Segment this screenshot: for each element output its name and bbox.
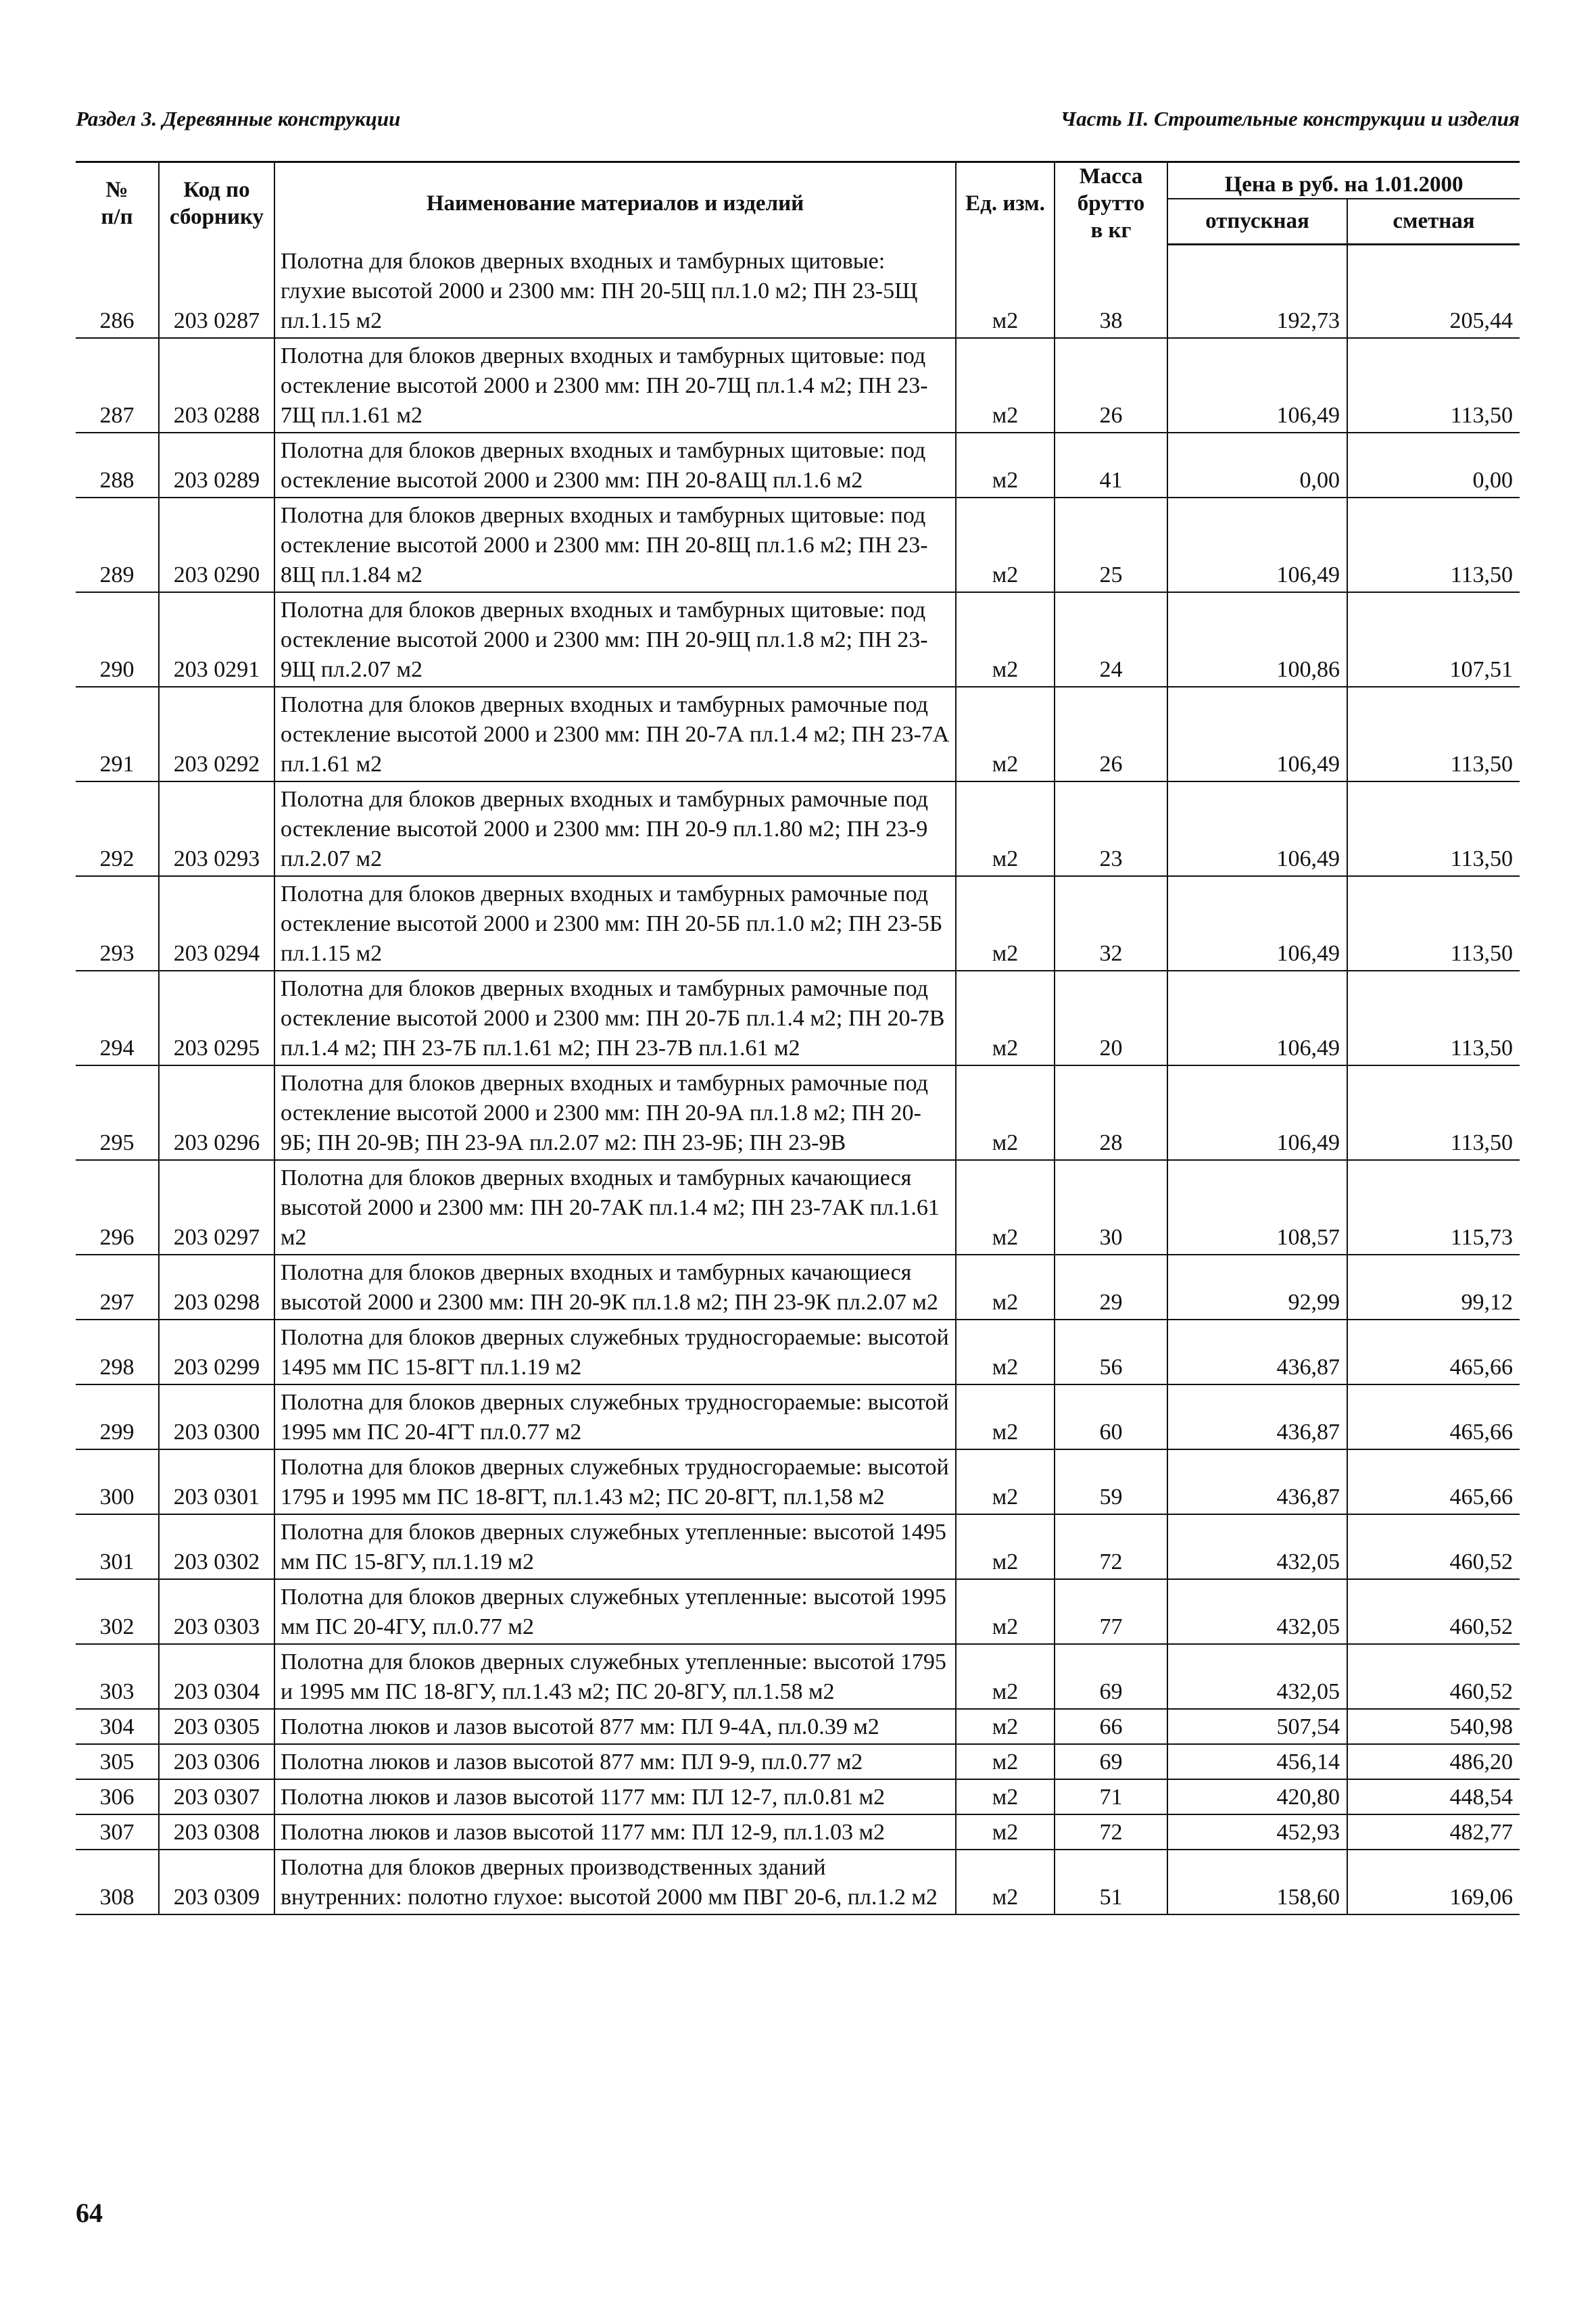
row-mass: 56 — [1055, 1320, 1167, 1384]
table-row — [76, 1850, 1520, 1914]
row-unit: м2 — [956, 1449, 1055, 1514]
row-code: 203 0297 — [159, 1160, 274, 1255]
row-price-estimate: 460,52 — [1347, 1579, 1520, 1644]
row-price-release: 100,86 — [1167, 592, 1347, 687]
row-unit: м2 — [956, 244, 1055, 338]
row-price-estimate: 460,52 — [1347, 1514, 1520, 1579]
row-price-estimate: 482,77 — [1347, 1814, 1520, 1850]
mass-header-line2: брутто — [1077, 191, 1145, 216]
row-name: Полотна люков и лазов высотой 1177 мм: ПЛ 12-9, пл.1.03 м2 — [274, 1814, 956, 1850]
column-header-name: Наименование материалов и изделий — [274, 162, 956, 245]
table-row — [76, 244, 1520, 338]
row-unit: м2 — [956, 1065, 1055, 1160]
section-title: Раздел 3. Деревянные конструкции — [76, 107, 401, 130]
column-header-num — [76, 162, 159, 245]
table-row — [76, 1320, 1520, 1384]
code-header-line1: Код по — [183, 178, 250, 202]
row-unit: м2 — [956, 1514, 1055, 1579]
row-number: 299 — [76, 1384, 159, 1449]
row-name: Полотна для блоков дверных служебных трудносгораемые: высотой 1495 мм ПС 15-8ГТ пл.1.19 м2 — [274, 1320, 956, 1384]
row-price-estimate: 113,50 — [1347, 781, 1520, 876]
row-price-release: 432,05 — [1167, 1579, 1347, 1644]
row-code: 203 0304 — [159, 1644, 274, 1709]
row-number: 292 — [76, 781, 159, 876]
row-number: 308 — [76, 1850, 159, 1914]
row-name: Полотна для блоков дверных входных и тамбурных качающиеся высотой 2000 и 2300 мм: ПН 20-7АК пл.1.4 м2; ПН 23-7АК пл.1.61 м2 — [274, 1160, 956, 1255]
mass-header-line1: Масса — [1079, 164, 1143, 189]
row-mass: 24 — [1055, 592, 1167, 687]
row-number: 291 — [76, 687, 159, 781]
column-header-code — [159, 162, 274, 245]
running-header — [76, 107, 1520, 147]
table-body — [76, 244, 1520, 1914]
row-mass: 28 — [1055, 1065, 1167, 1160]
row-mass: 69 — [1055, 1744, 1167, 1779]
num-header-line2: п/п — [101, 205, 133, 229]
table-row — [76, 1160, 1520, 1255]
row-name: Полотна для блоков дверных служебных трудносгораемые: высотой 1795 и 1995 мм ПС 18-8ГТ, пл.1.43 м2; ПС 20-8ГТ, пл.1,58 м2 — [274, 1449, 956, 1514]
row-number: 300 — [76, 1449, 159, 1514]
row-unit: м2 — [956, 592, 1055, 687]
row-mass: 32 — [1055, 876, 1167, 971]
row-unit: м2 — [956, 1320, 1055, 1384]
row-code: 203 0305 — [159, 1709, 274, 1744]
table-row — [76, 433, 1520, 498]
row-mass: 20 — [1055, 971, 1167, 1065]
row-code: 203 0287 — [159, 244, 274, 338]
row-mass: 41 — [1055, 433, 1167, 498]
row-mass: 66 — [1055, 1709, 1167, 1744]
row-number: 303 — [76, 1644, 159, 1709]
row-price-estimate: 99,12 — [1347, 1255, 1520, 1320]
column-header-price-group — [1167, 162, 1520, 199]
row-unit: м2 — [956, 1744, 1055, 1779]
row-mass: 69 — [1055, 1644, 1167, 1709]
row-price-estimate: 113,50 — [1347, 1065, 1520, 1160]
row-unit: м2 — [956, 1255, 1055, 1320]
row-unit: м2 — [956, 338, 1055, 433]
row-mass: 25 — [1055, 498, 1167, 592]
column-header-mass — [1055, 162, 1167, 245]
row-price-release: 420,80 — [1167, 1779, 1347, 1814]
row-unit: м2 — [956, 1814, 1055, 1850]
row-price-release: 0,00 — [1167, 433, 1347, 498]
row-name: Полотна для блоков дверных входных и тамбурных рамочные под остекление высотой 2000 и 2300 мм: ПН 20-9А пл.1.8 м2; ПН 20-9Б; ПН 20-9В; ПН 23-9А пл.2.07 м2: ПН 23-9Б; ПН 23-9В — [274, 1065, 956, 1160]
row-code: 203 0296 — [159, 1065, 274, 1160]
row-price-release: 432,05 — [1167, 1644, 1347, 1709]
row-mass: 72 — [1055, 1514, 1167, 1579]
row-price-estimate: 107,51 — [1347, 592, 1520, 687]
row-price-release: 436,87 — [1167, 1449, 1347, 1514]
row-code: 203 0308 — [159, 1814, 274, 1850]
table-row — [76, 1579, 1520, 1644]
row-code: 203 0288 — [159, 338, 274, 433]
row-price-release: 106,49 — [1167, 1065, 1347, 1160]
row-unit: м2 — [956, 1779, 1055, 1814]
row-price-release: 106,49 — [1167, 338, 1347, 433]
table-row — [76, 1814, 1520, 1850]
row-price-estimate: 0,00 — [1347, 433, 1520, 498]
part-title: Часть II. Строительные конструкции и изделия — [1060, 107, 1520, 130]
row-price-release: 92,99 — [1167, 1255, 1347, 1320]
row-number: 290 — [76, 592, 159, 687]
row-price-estimate: 115,73 — [1347, 1160, 1520, 1255]
row-number: 304 — [76, 1709, 159, 1744]
row-price-release: 106,49 — [1167, 498, 1347, 592]
row-name: Полотна для блоков дверных служебных утепленные: высотой 1795 и 1995 мм ПС 18-8ГУ, пл.1.43 м2; ПС 20-8ГУ, пл.1.58 м2 — [274, 1644, 956, 1709]
row-mass: 51 — [1055, 1850, 1167, 1914]
row-price-release: 507,54 — [1167, 1709, 1347, 1744]
row-unit: м2 — [956, 433, 1055, 498]
row-code: 203 0298 — [159, 1255, 274, 1320]
row-number: 289 — [76, 498, 159, 592]
table-header — [76, 162, 1520, 245]
row-price-release: 436,87 — [1167, 1384, 1347, 1449]
column-header-unit: Ед. изм. — [956, 162, 1055, 245]
row-unit: м2 — [956, 971, 1055, 1065]
table-row — [76, 1744, 1520, 1779]
row-name: Полотна для блоков дверных входных и тамбурных щитовые: под остекление высотой 2000 и 2300 мм: ПН 20-8Щ пл.1.6 м2; ПН 23-8Щ пл.1.84 м2 — [274, 498, 956, 592]
row-code: 203 0301 — [159, 1449, 274, 1514]
row-mass: 72 — [1055, 1814, 1167, 1850]
row-price-estimate: 465,66 — [1347, 1449, 1520, 1514]
row-price-estimate: 113,50 — [1347, 876, 1520, 971]
row-name: Полотна для блоков дверных входных и тамбурных рамочные под остекление высотой 2000 и 2300 мм: ПН 20-7А пл.1.4 м2; ПН 23-7А пл.1.61 м2 — [274, 687, 956, 781]
row-name: Полотна для блоков дверных входных и тамбурных щитовые: под остекление высотой 2000 и 2300 мм: ПН 20-8АЩ пл.1.6 м2 — [274, 433, 956, 498]
table-row — [76, 1644, 1520, 1709]
row-unit: м2 — [956, 1709, 1055, 1744]
row-unit: м2 — [956, 1644, 1055, 1709]
row-price-estimate: 205,44 — [1347, 244, 1520, 338]
row-name: Полотна для блоков дверных входных и тамбурных щитовые: под остекление высотой 2000 и 2300 мм: ПН 20-7Щ пл.1.4 м2; ПН 23-7Щ пл.1.61 м2 — [274, 338, 956, 433]
row-price-release: 106,49 — [1167, 971, 1347, 1065]
row-mass: 26 — [1055, 338, 1167, 433]
table-row — [76, 498, 1520, 592]
num-header-line1: № — [105, 178, 128, 202]
row-mass: 71 — [1055, 1779, 1167, 1814]
row-price-release: 108,57 — [1167, 1160, 1347, 1255]
row-name: Полотна для блоков дверных входных и тамбурных рамочные под остекление высотой 2000 и 2300 мм: ПН 20-7Б пл.1.4 м2; ПН 20-7В пл.1.4 м2; ПН 23-7Б пл.1.61 м2; ПН 23-7В пл.1.61 м2 — [274, 971, 956, 1065]
row-price-release: 106,49 — [1167, 876, 1347, 971]
row-name: Полотна для блоков дверных входных и тамбурных щитовые: глухие высотой 2000 и 2300 мм: ПН 20-5Щ пл.1.0 м2; ПН 23-5Щ пл.1.15 м2 — [274, 244, 956, 338]
row-price-estimate: 113,50 — [1347, 687, 1520, 781]
row-name: Полотна люков и лазов высотой 1177 мм: ПЛ 12-7, пл.0.81 м2 — [274, 1779, 956, 1814]
table-row — [76, 592, 1520, 687]
row-number: 288 — [76, 433, 159, 498]
table-row — [76, 876, 1520, 971]
row-number: 307 — [76, 1814, 159, 1850]
table-row — [76, 1514, 1520, 1579]
row-unit: м2 — [956, 1850, 1055, 1914]
row-name: Полотна люков и лазов высотой 877 мм: ПЛ 9-9, пл.0.77 м2 — [274, 1744, 956, 1779]
row-code: 203 0306 — [159, 1744, 274, 1779]
row-unit: м2 — [956, 687, 1055, 781]
price-table — [76, 161, 1520, 1915]
row-number: 302 — [76, 1579, 159, 1644]
row-price-estimate: 113,50 — [1347, 498, 1520, 592]
table-row — [76, 1065, 1520, 1160]
page-number: 64 — [76, 2198, 103, 2228]
row-mass: 29 — [1055, 1255, 1167, 1320]
row-price-release: 192,73 — [1167, 244, 1347, 338]
row-code: 203 0299 — [159, 1320, 274, 1384]
row-number: 295 — [76, 1065, 159, 1160]
row-price-release: 106,49 — [1167, 781, 1347, 876]
row-code: 203 0309 — [159, 1850, 274, 1914]
row-name: Полотна для блоков дверных входных и тамбурных рамочные под остекление высотой 2000 и 2300 мм: ПН 20-5Б пл.1.0 м2; ПН 23-5Б пл.1.15 м2 — [274, 876, 956, 971]
table-row — [76, 338, 1520, 433]
row-price-estimate: 448,54 — [1347, 1779, 1520, 1814]
row-code: 203 0292 — [159, 687, 274, 781]
row-name: Полотна люков и лазов высотой 877 мм: ПЛ 9-4А, пл.0.39 м2 — [274, 1709, 956, 1744]
row-price-release: 432,05 — [1167, 1514, 1347, 1579]
row-number: 286 — [76, 244, 159, 338]
row-number: 296 — [76, 1160, 159, 1255]
column-header-price-release: отпускная — [1167, 199, 1347, 244]
row-code: 203 0289 — [159, 433, 274, 498]
row-code: 203 0303 — [159, 1579, 274, 1644]
row-name: Полотна для блоков дверных служебных трудносгораемые: высотой 1995 мм ПС 20-4ГТ пл.0.77 м2 — [274, 1384, 956, 1449]
row-price-release: 436,87 — [1167, 1320, 1347, 1384]
row-name: Полотна для блоков дверных входных и тамбурных рамочные под остекление высотой 2000 и 2300 мм: ПН 20-9 пл.1.80 м2; ПН 23-9 пл.2.07 м2 — [274, 781, 956, 876]
row-price-estimate: 113,50 — [1347, 971, 1520, 1065]
row-price-release: 456,14 — [1167, 1744, 1347, 1779]
row-number: 294 — [76, 971, 159, 1065]
row-price-release: 158,60 — [1167, 1850, 1347, 1914]
row-unit: м2 — [956, 498, 1055, 592]
row-name: Полотна для блоков дверных служебных утепленные: высотой 1495 мм ПС 15-8ГУ, пл.1.19 м2 — [274, 1514, 956, 1579]
column-header-price-estimate: сметная — [1347, 199, 1520, 244]
row-code: 203 0295 — [159, 971, 274, 1065]
row-unit: м2 — [956, 1384, 1055, 1449]
row-unit: м2 — [956, 1579, 1055, 1644]
row-price-estimate: 113,50 — [1347, 338, 1520, 433]
row-price-estimate: 465,66 — [1347, 1384, 1520, 1449]
row-unit: м2 — [956, 781, 1055, 876]
table-row — [76, 1384, 1520, 1449]
row-number: 305 — [76, 1744, 159, 1779]
row-mass: 38 — [1055, 244, 1167, 338]
table-row — [76, 687, 1520, 781]
row-number: 293 — [76, 876, 159, 971]
row-code: 203 0300 — [159, 1384, 274, 1449]
row-price-release: 106,49 — [1167, 687, 1347, 781]
row-name: Полотна для блоков дверных входных и тамбурных щитовые: под остекление высотой 2000 и 2300 мм: ПН 20-9Щ пл.1.8 м2; ПН 23-9Щ пл.2.07 м2 — [274, 592, 956, 687]
row-price-estimate: 465,66 — [1347, 1320, 1520, 1384]
row-unit: м2 — [956, 876, 1055, 971]
row-code: 203 0293 — [159, 781, 274, 876]
row-name: Полотна для блоков дверных служебных утепленные: высотой 1995 мм ПС 20-4ГУ, пл.0.77 м2 — [274, 1579, 956, 1644]
row-mass: 23 — [1055, 781, 1167, 876]
row-mass: 60 — [1055, 1384, 1167, 1449]
row-name: Полотна для блоков дверных производственных зданий внутренних: полотно глухое: высотой 2000 мм ПВГ 20-6, пл.1.2 м2 — [274, 1850, 956, 1914]
row-number: 287 — [76, 338, 159, 433]
price-group-label: Цена в руб. на 1.01.2000 — [1225, 172, 1464, 199]
row-unit: м2 — [956, 1160, 1055, 1255]
row-name: Полотна для блоков дверных входных и тамбурных качающиеся высотой 2000 и 2300 мм: ПН 20-9К пл.1.8 м2; ПН 23-9К пл.2.07 м2 — [274, 1255, 956, 1320]
row-mass: 26 — [1055, 687, 1167, 781]
row-code: 203 0291 — [159, 592, 274, 687]
table-row — [76, 781, 1520, 876]
row-number: 301 — [76, 1514, 159, 1579]
row-number: 306 — [76, 1779, 159, 1814]
table-row — [76, 1779, 1520, 1814]
row-price-release: 452,93 — [1167, 1814, 1347, 1850]
row-price-estimate: 540,98 — [1347, 1709, 1520, 1744]
table-row — [76, 1255, 1520, 1320]
table-row — [76, 971, 1520, 1065]
row-number: 298 — [76, 1320, 159, 1384]
row-code: 203 0294 — [159, 876, 274, 971]
row-mass: 59 — [1055, 1449, 1167, 1514]
row-number: 297 — [76, 1255, 159, 1320]
row-code: 203 0290 — [159, 498, 274, 592]
code-header-line2: сборнику — [169, 205, 264, 229]
mass-header-line3: в кг — [1090, 218, 1132, 243]
row-price-estimate: 169,06 — [1347, 1850, 1520, 1914]
table-row — [76, 1709, 1520, 1744]
table-row — [76, 1449, 1520, 1514]
row-code: 203 0307 — [159, 1779, 274, 1814]
row-code: 203 0302 — [159, 1514, 274, 1579]
row-price-estimate: 460,52 — [1347, 1644, 1520, 1709]
row-mass: 77 — [1055, 1579, 1167, 1644]
row-mass: 30 — [1055, 1160, 1167, 1255]
row-price-estimate: 486,20 — [1347, 1744, 1520, 1779]
